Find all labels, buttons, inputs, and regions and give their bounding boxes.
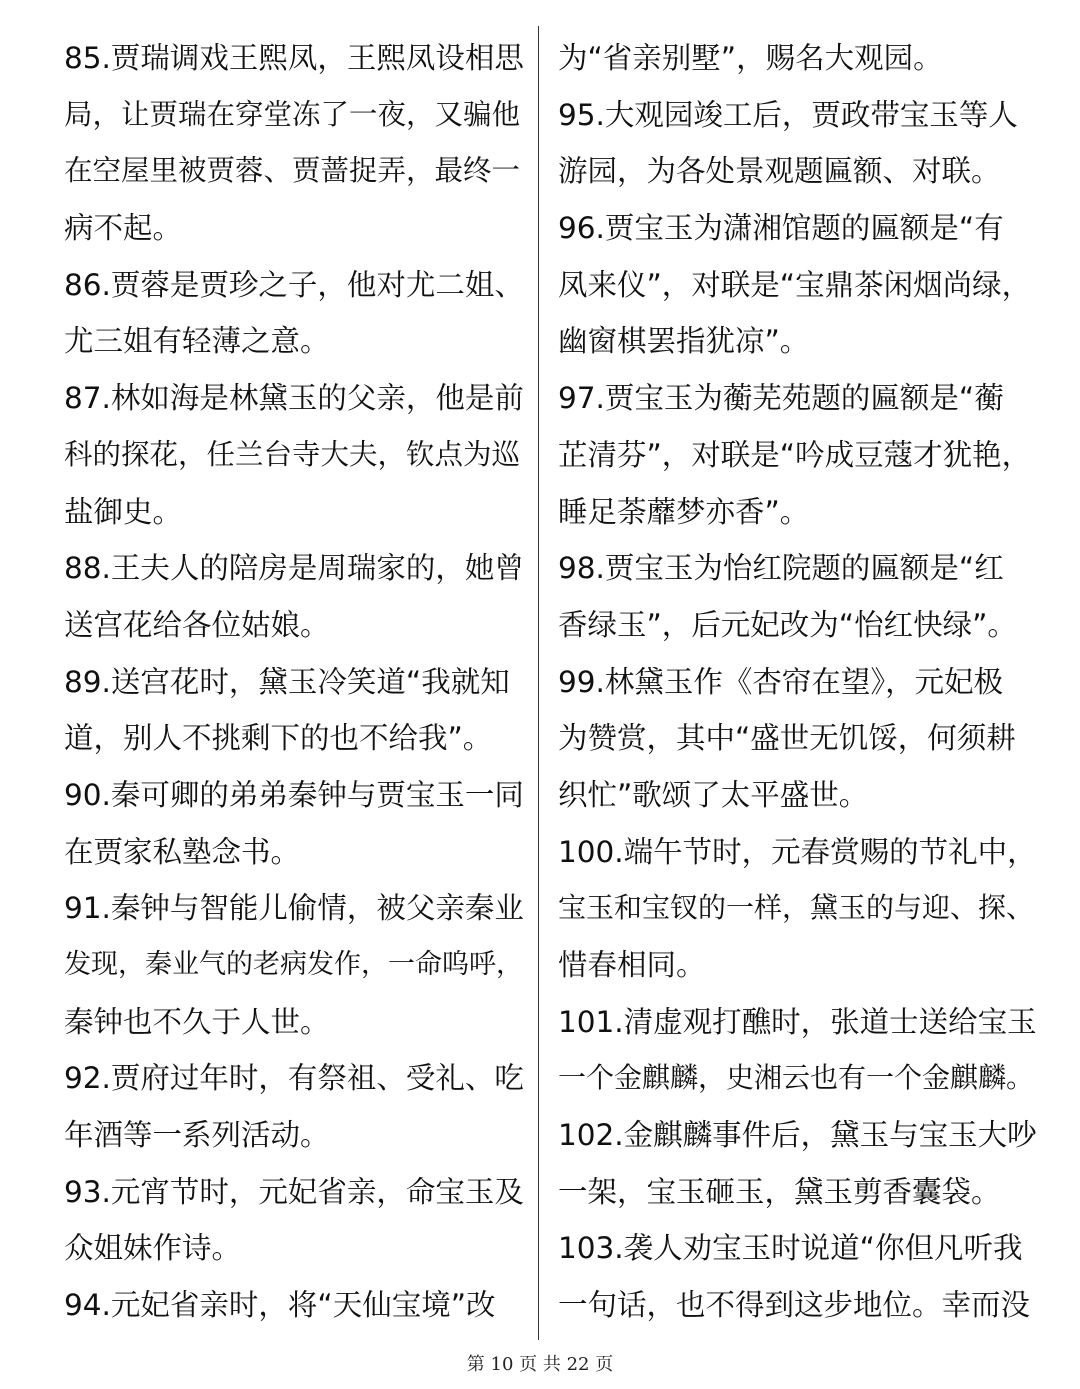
text-line: 99.林黛玉作《杏帘在望》，元妃极: [558, 664, 1004, 699]
text-line: 病不起。: [64, 211, 183, 246]
text-line: 送宫花给各位姑娘。: [64, 607, 330, 642]
right-column: [558, 30, 1038, 1334]
text-line: 85.贾瑞调戏王熙凤，王熙凤设相思: [64, 41, 524, 75]
text-line: 香绿玉”，后元妃改为“怡红快绿”。: [558, 607, 1017, 642]
text-line: 一架，宝玉砸玉，黛玉剪香囊袋。: [558, 1174, 1001, 1209]
text-line: 凤来仪”，对联是“宝鼎茶闲烟尚绿，: [558, 267, 1032, 302]
text-line: 游园，为各处景观题匾额、对联。: [558, 154, 1001, 189]
text-line: 织忙”歌颂了太平盛世。: [558, 777, 869, 812]
text-line: 89.送宫花时，黛玉冷笑道“我就知: [64, 664, 510, 699]
text-line: 96.贾宝玉为潇湘馆题的匾额是“有: [558, 211, 1004, 246]
text-line: 盐御史。: [64, 494, 183, 529]
text-line: 93.元宵节时，元妃省亲，命宝玉及: [64, 1174, 524, 1209]
text-line: 102.金麒麟事件后，黛玉与宝玉大吵: [558, 1118, 1037, 1153]
text-line: 88.王夫人的陪房是周瑞家的，她曾: [64, 551, 524, 586]
text-line: 局，让贾瑞在穿堂冻了一夜，又骗他: [64, 97, 521, 131]
text-line: 为赞赏，其中“盛世无饥馁，何须耕: [558, 721, 1016, 756]
text-line: 宝玉和宝钗的一样，黛玉的与迎、探、: [558, 891, 1035, 925]
text-line: 100.端午节时，元春赏赐的节礼中，: [558, 834, 1037, 869]
text-line: 在贾家私塾念书。: [64, 834, 301, 869]
text-line: 97.贾宝玉为蘅芜苑题的匾额是“蘅: [558, 381, 1004, 416]
text-line: 为“省亲别墅”，赐名大观园。: [558, 41, 943, 75]
text-line: 众姐妹作诗。: [64, 1231, 242, 1266]
text-line: 103.袭人劝宝玉时说道“你但凡听我: [558, 1231, 1023, 1266]
column-divider: [538, 26, 539, 1340]
left-column: [64, 30, 526, 1334]
text-line: 年酒等一系列活动。: [64, 1118, 330, 1153]
text-line: 92.贾府过年时，有祭祖、受礼、吃: [64, 1061, 524, 1096]
text-line: 幽窗棋罢指犹凉”。: [558, 324, 810, 359]
text-line: 发现，秦业气的老病发作，一命呜呼，: [64, 949, 523, 980]
text-line: 90.秦可卿的弟弟秦钟与贾宝玉一同: [64, 777, 524, 812]
text-line: 101.清虚观打醮时，张道士送给宝玉: [558, 1004, 1037, 1039]
text-line: 一个金麒麟，史湘云也有一个金麒麟。: [558, 1061, 1035, 1095]
text-line: 秦钟也不久于人世。: [64, 1004, 330, 1039]
text-line: 95.大观园竣工后，贾政带宝玉等人: [558, 97, 1018, 132]
text-line: 睡足荼蘼梦亦香”。: [558, 494, 810, 529]
text-line: 芷清芬”，对联是“吟成豆蔻才犹艳，: [558, 437, 1032, 472]
text-line: 科的探花，任兰台寺大夫，钦点为巡: [64, 437, 521, 471]
text-line: 一句话，也不得到这步地位。幸而没: [558, 1288, 1031, 1323]
text-line: 98.贾宝玉为怡红院题的匾额是“红: [558, 551, 1004, 586]
text-line: 91.秦钟与智能儿偷情，被父亲秦业: [64, 891, 524, 926]
text-line: 94.元妃省亲时，将“天仙宝境”改: [64, 1288, 496, 1323]
text-line: 道，别人不挑剩下的也不给我”。: [64, 721, 493, 756]
text-line: 87.林如海是林黛玉的父亲，他是前: [64, 381, 524, 416]
text-line: 尤三姐有轻薄之意。: [64, 324, 330, 359]
page-number-footer: 第 10 页 共 22 页: [466, 1354, 614, 1375]
text-line: 惜春相同。: [558, 948, 706, 982]
text-line: 86.贾蓉是贾珍之子，他对尤二姐、: [64, 267, 524, 302]
text-line: 在空屋里被贾蓉、贾蔷捉弄，最终一: [64, 154, 521, 188]
